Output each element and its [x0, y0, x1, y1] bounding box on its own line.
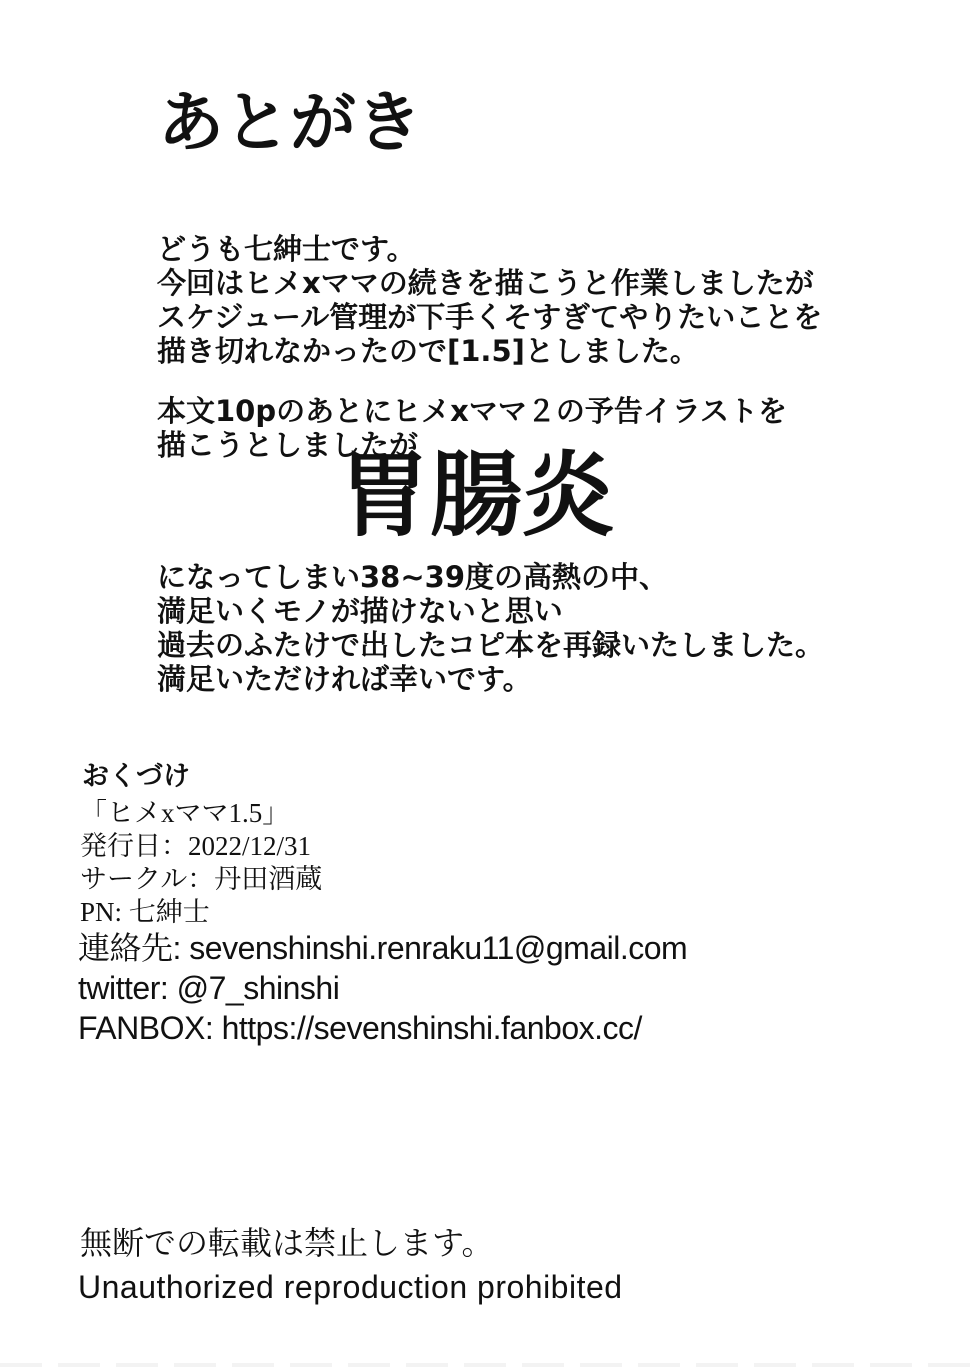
- contact-fanbox-line: FANBOX: https://sevenshinshi.fanbox.cc/: [78, 1010, 642, 1046]
- reproduction-notice-jp: 無断での転載は禁止します。: [80, 1224, 494, 1262]
- contact-email-line: 連絡先: sevenshinshi.renraku11@gmail.com: [78, 930, 688, 966]
- reproduction-notice-en: Unauthorized reproduction prohibited: [78, 1269, 623, 1305]
- intro-line: どうも七紳士です。: [157, 232, 416, 266]
- after-illness-line: 満足いただければ幸いです。: [157, 662, 532, 696]
- colophon-pen-name: PN: 七紳士: [80, 897, 210, 927]
- contact-block: [78, 928, 687, 1048]
- before-illness-line: 本文10pのあとにヒメxママ２の予告イラストを: [157, 394, 787, 428]
- big-word-gastroenteritis: 胃腸炎: [338, 442, 615, 549]
- intro-paragraph: [157, 232, 822, 368]
- colophon-heading: おくづけ: [82, 761, 190, 792]
- after-illness-line: になってしまい38~39度の高熱の中、: [157, 560, 669, 594]
- colophon-book-title: 「ヒメxママ1.5」: [80, 798, 290, 828]
- after-illness-line: 満足いくモノが描けないと思い: [157, 594, 563, 628]
- after-illness-line: 過去のふたけで出したコピ本を再録いたしました。: [157, 628, 825, 662]
- before-illness-line: 描こうとしましたが: [157, 428, 419, 462]
- colophon-circle: サークル：丹田酒蔵: [80, 864, 323, 894]
- scan-artifact-dashes: [0, 1363, 971, 1367]
- contact-twitter-line: twitter: @7_shinshi: [78, 970, 340, 1006]
- intro-line: 描き切れなかったので[1.5]としました。: [157, 334, 699, 368]
- page-title: あとがき: [158, 84, 422, 161]
- intro-line: スケジュール管理が下手くそすぎてやりたいことを: [157, 300, 823, 334]
- intro-line: 今回はヒメxママの続きを描こうと作業しましたが: [157, 266, 814, 300]
- colophon-publish-date: 発行日：2022/12/31: [80, 831, 312, 861]
- after-illness-paragraph: [157, 560, 824, 696]
- colophon-details: [80, 797, 322, 929]
